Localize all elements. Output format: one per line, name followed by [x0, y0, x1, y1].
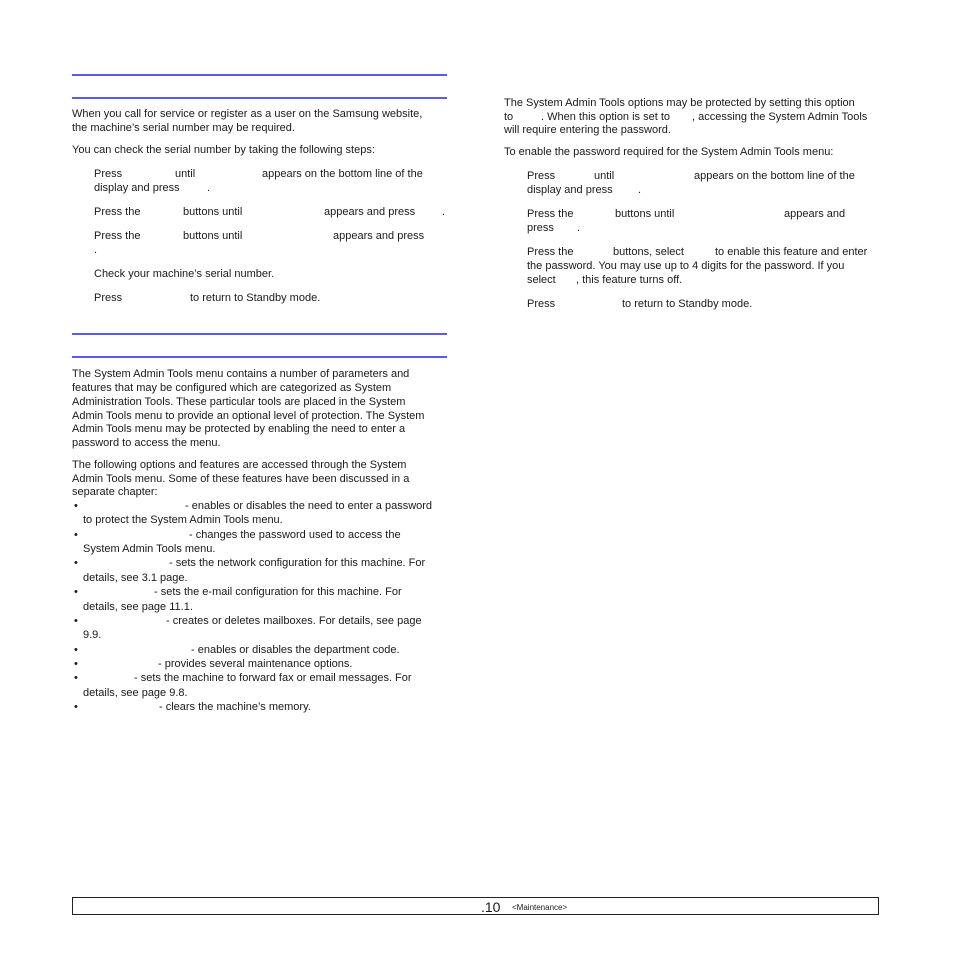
password-steps-intro: To enable the password required for the System Admin Tools menu:: [504, 146, 834, 158]
bullet-9: •: [74, 701, 78, 713]
serial-step3-press: Press the: [94, 230, 141, 242]
serial-step1-display: display and press: [94, 182, 180, 194]
serial-step1-until: until: [175, 168, 196, 180]
bullet-7: •: [74, 658, 78, 670]
serial-step2-press: Press the: [94, 206, 141, 218]
password-step3-press: Press the: [527, 246, 574, 258]
password-step3-enable: to enable this feature and enter: [715, 246, 868, 258]
bullet-6: •: [74, 644, 78, 656]
serial-steps-intro: You can check the serial number by taking the following steps:: [72, 144, 375, 156]
admin-options-line1: The following options and features are accessed through the System: [72, 459, 407, 471]
admin-options-line3: separate chapter:: [72, 486, 158, 498]
serial-step1-appears: appears on the bottom line of the: [262, 168, 423, 180]
bullet-7-line1: - provides several maintenance options.: [158, 658, 353, 670]
password-step1-press: Press: [527, 170, 556, 182]
bullet-2-line1: - changes the password used to access the: [189, 529, 401, 541]
section-rule-bottom-serial: [72, 97, 447, 99]
password-step1-display: display and press: [527, 184, 613, 196]
password-step3-selectword: select: [527, 274, 556, 286]
password-intro-accessing: , accessing the System Admin Tools: [692, 111, 868, 123]
admin-intro-line2: features that may be configured which are categorized as System: [72, 382, 392, 394]
serial-intro-line2: the machine’s serial number may be required.: [72, 122, 295, 134]
bullet-3-line1: - sets the network configuration for this machine. For: [169, 557, 426, 569]
bullet-5: •: [74, 615, 78, 627]
admin-intro-line5: Admin Tools menu may be protected by enabling the need to enter a: [72, 423, 406, 435]
bullet-1-line1: - enables or disables the need to enter a password: [185, 500, 433, 512]
serial-step1-press: Press: [94, 168, 123, 180]
bullet-6-line1: - enables or disables the department code.: [191, 644, 400, 656]
serial-step2-buttons: buttons until: [183, 206, 243, 218]
admin-options-line2: Admin Tools menu. Some of these features have been discussed in a: [72, 473, 410, 485]
bullet-2: •: [74, 529, 78, 541]
password-intro-line3: will require entering the password.: [504, 124, 671, 136]
password-intro-when: . When this option is set to: [541, 111, 671, 123]
section-rule-top-serial: [72, 74, 447, 76]
bullet-8: •: [74, 672, 78, 684]
serial-step2-appears: appears and press: [324, 206, 416, 218]
password-step3-off: , this feature turns off.: [576, 274, 683, 286]
password-step3-select: buttons, select: [613, 246, 684, 258]
serial-step3-period: .: [94, 244, 98, 256]
password-intro-line1: The System Admin Tools options may be protected by setting this option: [504, 97, 855, 109]
password-step1-appears: appears on the bottom line of the: [694, 170, 855, 182]
bullet-3-line2: details, see 3.1 page.: [83, 572, 188, 584]
page-footer: [72, 897, 879, 915]
section-rule-bottom-admin: [72, 356, 447, 358]
serial-intro-line1: When you call for service or register as a user on the Samsung website,: [72, 108, 423, 120]
bullet-2-line2: System Admin Tools menu.: [83, 543, 216, 555]
serial-step2-period: .: [442, 206, 446, 218]
admin-intro-line6: password to access the menu.: [72, 437, 221, 449]
serial-step1-period: .: [207, 182, 211, 194]
password-step1-period: .: [638, 184, 642, 196]
serial-step3-buttons: buttons until: [183, 230, 243, 242]
bullet-1: •: [74, 500, 78, 512]
bullet-5-line2: 9.9.: [83, 629, 102, 641]
bullet-4-line2: details, see page 11.1.: [83, 601, 193, 613]
page-number: .10: [481, 899, 501, 915]
password-intro-to: to: [504, 111, 514, 123]
password-step4-press: Press: [527, 298, 556, 310]
bullet-1-line2: to protect the System Admin Tools menu.: [83, 514, 283, 526]
bullet-4: •: [74, 586, 78, 598]
bullet-8-line1: - sets the machine to forward fax or email messages. For: [134, 672, 412, 684]
password-step3-line2: the password. You may use up to 4 digits for the password. If you: [527, 260, 845, 272]
bullet-9-line1: - clears the machine’s memory.: [159, 701, 311, 713]
chapter-label: <Maintenance>: [512, 903, 568, 912]
serial-step4: Check your machine’s serial number.: [94, 268, 275, 280]
password-step2-press: Press the: [527, 208, 574, 220]
serial-step3-appears: appears and press: [333, 230, 425, 242]
password-step1-until: until: [594, 170, 615, 182]
password-step2-press2: press: [527, 222, 554, 234]
admin-intro-line1: The System Admin Tools menu contains a number of parameters and: [72, 368, 410, 380]
admin-intro-line3: Administration Tools. These particular tools are placed in the System: [72, 396, 406, 408]
bullet-3: •: [74, 557, 78, 569]
password-step2-period: .: [577, 222, 581, 234]
admin-intro-line4: Admin Tools menu to provide an optional level of protection. The System: [72, 410, 425, 422]
bullet-5-line1: - creates or deletes mailboxes. For details, see page: [166, 615, 422, 627]
bullet-4-line1: - sets the e-mail configuration for this machine. For: [154, 586, 402, 598]
password-step2-buttons: buttons until: [615, 208, 675, 220]
bullet-8-line2: details, see page 9.8.: [83, 687, 188, 699]
section-rule-top-admin: [72, 333, 447, 335]
password-step4-return: to return to Standby mode.: [622, 298, 753, 310]
serial-step5-press: Press: [94, 292, 123, 304]
password-step2-appears: appears and: [784, 208, 846, 220]
serial-step5-return: to return to Standby mode.: [190, 292, 321, 304]
